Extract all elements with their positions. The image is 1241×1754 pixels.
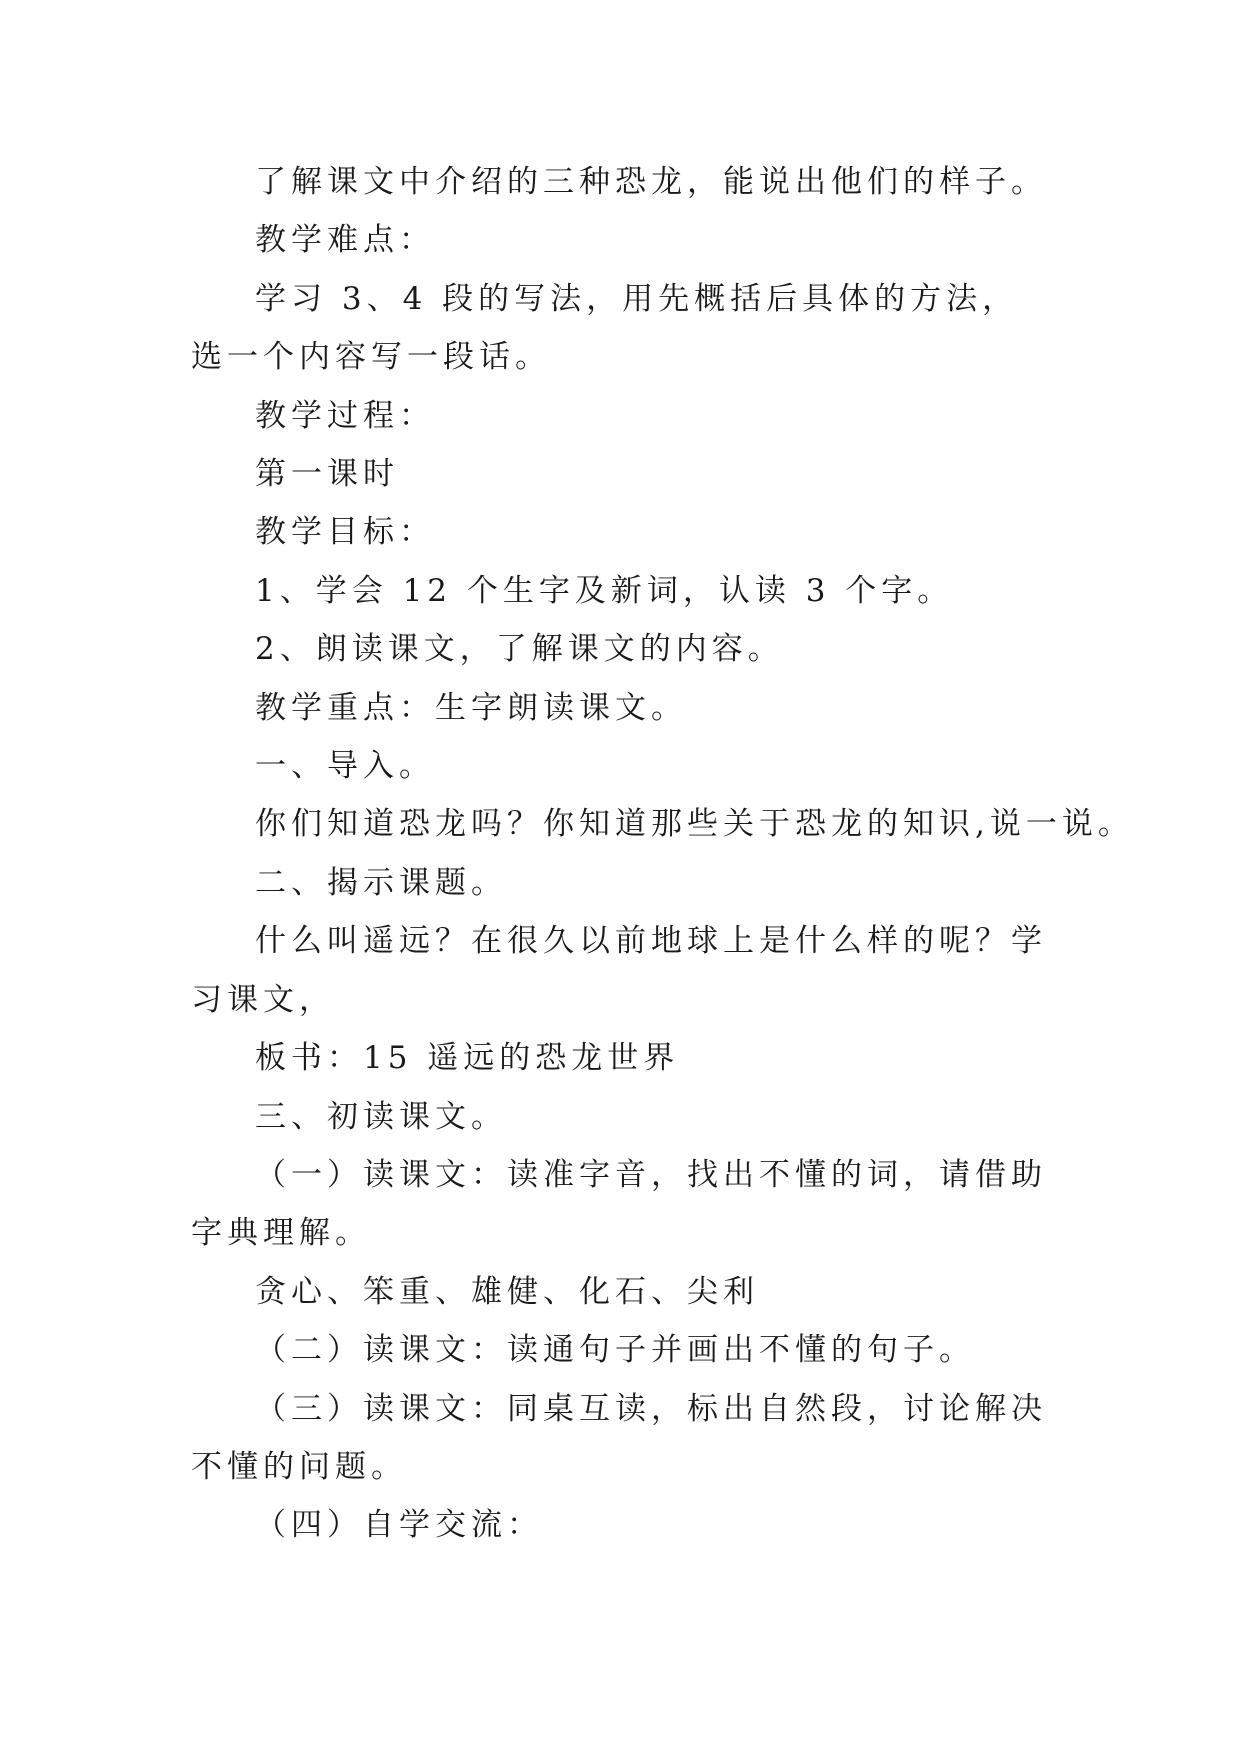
section-heading: 二、揭示课题。: [255, 864, 507, 901]
section-heading: 教学过程：: [255, 397, 435, 434]
paragraph: （四）自学交流：: [255, 1507, 543, 1544]
section-heading: 第一课时: [255, 456, 399, 493]
paragraph: 学习 3、4 段的写法，用先概括后具体的方法，选一个内容写一段话。: [191, 280, 1019, 376]
paragraph: 什么叫遥远？在很久以前地球上是什么样的呢？学习课文，: [191, 923, 1047, 1018]
paragraph: 了解课文中介绍的三种恐龙，能说出他们的样子。: [255, 164, 1047, 200]
paragraph: 板书：15 遥远的恐龙世界: [255, 1040, 680, 1077]
list-item: 1、学会 12 个生字及新词，认读 3 个字。: [255, 572, 954, 609]
section-heading: 教学难点：: [255, 222, 435, 259]
document-body: [191, 153, 1134, 1555]
paragraph: 教学重点：生字朗读课文。: [255, 689, 687, 726]
section-heading: 教学目标：: [255, 514, 435, 551]
paragraph: （一）读课文：读准字音，找出不懂的词，请借助字典理解。: [191, 1156, 1047, 1252]
paragraph: 你们知道恐龙吗？你知道那些关于恐龙的知识,说一说。: [255, 806, 1134, 843]
paragraph: 贪心、笨重、雄健、化石、尖利: [255, 1273, 759, 1310]
section-heading: 一、导入。: [255, 748, 435, 785]
list-item: 2、朗读课文，了解课文的内容。: [255, 631, 784, 668]
section-heading: 三、初读课文。: [255, 1098, 507, 1135]
paragraph: （二）读课文：读通句子并画出不懂的句子。: [255, 1332, 975, 1369]
paragraph: （三）读课文：同桌互读，标出自然段，讨论解决不懂的问题。: [191, 1390, 1047, 1485]
